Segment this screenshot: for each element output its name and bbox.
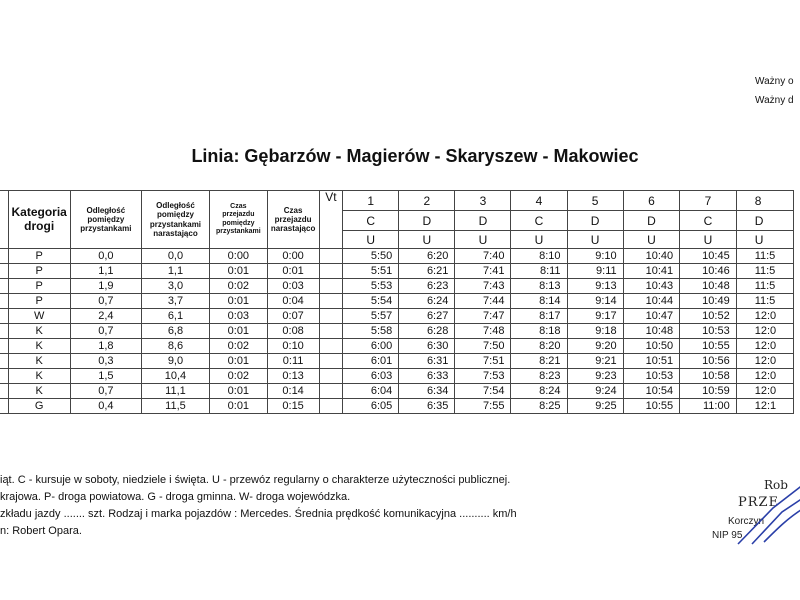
table-row: [0, 399, 794, 414]
table-row: [0, 369, 794, 384]
departure-time-cell: 11:5: [736, 264, 793, 279]
departure-time-cell: 7:51: [455, 354, 511, 369]
distance-cumulative-cell: 11,5: [141, 399, 209, 414]
distance-cumulative-cell: 6,1: [141, 309, 209, 324]
departure-time-cell: 5:57: [343, 309, 399, 324]
course-number: 2: [399, 191, 455, 211]
departure-time-cell: 6:01: [343, 354, 399, 369]
departure-time-cell: 6:20: [399, 249, 455, 264]
road-category-cell: P: [8, 249, 70, 264]
distance-cumulative-cell: 0,0: [141, 249, 209, 264]
stop-name-cell: [0, 294, 8, 309]
departure-time-cell: 9:14: [567, 294, 623, 309]
footnotes: [0, 472, 517, 540]
course-type-code: U: [680, 231, 737, 249]
departure-time-cell: 12:0: [736, 384, 793, 399]
departure-time-cell: 6:03: [343, 369, 399, 384]
departure-time-cell: 10:48: [680, 279, 737, 294]
travel-time-cell: 0:02: [210, 339, 268, 354]
departure-time-cell: 9:10: [567, 249, 623, 264]
course-type-code: U: [455, 231, 511, 249]
departure-time-cell: 7:41: [455, 264, 511, 279]
vt-cell: [319, 279, 343, 294]
departure-time-cell: 5:54: [343, 294, 399, 309]
vt-cell: [319, 369, 343, 384]
departure-time-cell: 6:23: [399, 279, 455, 294]
stop-name-header: [0, 191, 8, 249]
stamp-line: PRZE: [738, 495, 780, 510]
stop-name-cell: [0, 339, 8, 354]
vt-cell: [319, 294, 343, 309]
footnote-line: n: Robert Opara.: [0, 525, 82, 537]
departure-time-cell: 10:55: [680, 339, 737, 354]
road-category-cell: K: [8, 324, 70, 339]
distance-cumulative-header: Odległość pomiędzy przystankami narastająco: [141, 191, 209, 249]
road-category-cell: W: [8, 309, 70, 324]
stamp-line: Korczyn: [728, 516, 765, 527]
departure-time-cell: 8:18: [511, 324, 567, 339]
departure-time-cell: 10:45: [680, 249, 737, 264]
stop-name-cell: [0, 369, 8, 384]
category-header: Kategoria drogi: [8, 191, 70, 249]
travel-time-cumulative-cell: 0:00: [267, 249, 319, 264]
timetable: [0, 190, 794, 414]
departure-time-cell: 5:53: [343, 279, 399, 294]
departure-time-cell: 9:13: [567, 279, 623, 294]
departure-time-cell: 8:21: [511, 354, 567, 369]
vt-cell: [319, 354, 343, 369]
course-day-code: C: [680, 211, 737, 231]
distance-cell: 0,0: [70, 249, 141, 264]
road-category-cell: P: [8, 264, 70, 279]
departure-time-cell: 11:5: [736, 294, 793, 309]
table-row: [0, 384, 794, 399]
company-stamp: [712, 478, 800, 548]
travel-time-cell: 0:01: [210, 324, 268, 339]
vt-cell: [319, 384, 343, 399]
distance-cumulative-cell: 9,0: [141, 354, 209, 369]
valid-from-label: Ważny o: [755, 76, 794, 87]
stamp-line: Rob: [764, 478, 788, 492]
departure-time-cell: 10:51: [623, 354, 680, 369]
departure-time-cell: 6:35: [399, 399, 455, 414]
table-row: [0, 264, 794, 279]
distance-cell: 1,5: [70, 369, 141, 384]
table-row: [0, 294, 794, 309]
departure-time-cell: 11:00: [680, 399, 737, 414]
departure-time-cell: 7:47: [455, 309, 511, 324]
table-row: [0, 309, 794, 324]
road-category-cell: K: [8, 384, 70, 399]
travel-time-cumulative-cell: 0:03: [267, 279, 319, 294]
departure-time-cell: 6:31: [399, 354, 455, 369]
travel-time-cell: 0:03: [210, 309, 268, 324]
distance-cumulative-cell: 8,6: [141, 339, 209, 354]
vt-header: Vt: [319, 191, 343, 249]
vt-cell: [319, 309, 343, 324]
stop-name-cell: [0, 384, 8, 399]
departure-time-cell: 10:44: [623, 294, 680, 309]
departure-time-cell: 10:59: [680, 384, 737, 399]
distance-cumulative-cell: 1,1: [141, 264, 209, 279]
travel-time-cell: 0:02: [210, 369, 268, 384]
signature-scribble: [718, 478, 800, 548]
departure-time-cell: 8:23: [511, 369, 567, 384]
course-day-code: D: [623, 211, 680, 231]
departure-time-cell: 10:54: [623, 384, 680, 399]
vt-cell: [319, 249, 343, 264]
departure-time-cell: 8:25: [511, 399, 567, 414]
departure-time-cell: 7:55: [455, 399, 511, 414]
distance-cumulative-cell: 3,7: [141, 294, 209, 309]
departure-time-cell: 6:27: [399, 309, 455, 324]
vt-cell: [319, 324, 343, 339]
course-number: 5: [567, 191, 623, 211]
table-row: [0, 324, 794, 339]
footnote-line: krajowa. P- droga powiatowa. G - droga gminna. W- droga wojewódzka.: [0, 491, 351, 503]
stop-name-cell: [0, 309, 8, 324]
travel-time-cumulative-cell: 0:14: [267, 384, 319, 399]
travel-time-cumulative-header: Czas przejazdu narastająco: [267, 191, 319, 249]
departure-time-cell: 6:21: [399, 264, 455, 279]
course-number: 1: [343, 191, 399, 211]
distance-cell: 1,9: [70, 279, 141, 294]
table-row: [0, 339, 794, 354]
departure-time-cell: 7:50: [455, 339, 511, 354]
departure-time-cell: 12:1: [736, 399, 793, 414]
table-row: [0, 354, 794, 369]
departure-time-cell: 9:11: [567, 264, 623, 279]
travel-time-cumulative-cell: 0:04: [267, 294, 319, 309]
departure-time-cell: 10:40: [623, 249, 680, 264]
distance-cell: 0,3: [70, 354, 141, 369]
travel-time-cell: 0:02: [210, 279, 268, 294]
travel-time-cumulative-cell: 0:11: [267, 354, 319, 369]
departure-time-cell: 12:0: [736, 309, 793, 324]
departure-time-cell: 5:50: [343, 249, 399, 264]
departure-time-cell: 11:5: [736, 279, 793, 294]
departure-time-cell: 12:0: [736, 354, 793, 369]
travel-time-cumulative-cell: 0:10: [267, 339, 319, 354]
travel-time-cell: 0:00: [210, 249, 268, 264]
departure-time-cell: 7:48: [455, 324, 511, 339]
departure-time-cell: 6:04: [343, 384, 399, 399]
departure-time-cell: 6:00: [343, 339, 399, 354]
departure-time-cell: 10:49: [680, 294, 737, 309]
table-row: [0, 279, 794, 294]
course-number: 4: [511, 191, 567, 211]
travel-time-cell: 0:01: [210, 264, 268, 279]
stamp-line: NIP 95: [712, 530, 743, 541]
travel-time-header: Czas przejazdu pomiędzy przystankami: [210, 191, 268, 249]
departure-time-cell: 10:50: [623, 339, 680, 354]
travel-time-cell: 0:01: [210, 399, 268, 414]
departure-time-cell: 10:53: [680, 324, 737, 339]
course-type-code: U: [399, 231, 455, 249]
distance-cumulative-cell: 6,8: [141, 324, 209, 339]
course-day-code: D: [736, 211, 793, 231]
departure-time-cell: 10:58: [680, 369, 737, 384]
distance-cell: 0,4: [70, 399, 141, 414]
departure-time-cell: 10:56: [680, 354, 737, 369]
travel-time-cumulative-cell: 0:07: [267, 309, 319, 324]
course-day-code: C: [343, 211, 399, 231]
travel-time-cumulative-cell: 0:08: [267, 324, 319, 339]
course-day-code: D: [399, 211, 455, 231]
course-type-code: U: [736, 231, 793, 249]
departure-time-cell: 12:0: [736, 369, 793, 384]
departure-time-cell: 7:40: [455, 249, 511, 264]
distance-cumulative-cell: 11,1: [141, 384, 209, 399]
departure-time-cell: 12:0: [736, 324, 793, 339]
road-category-cell: K: [8, 339, 70, 354]
departure-time-cell: 6:34: [399, 384, 455, 399]
travel-time-cumulative-cell: 0:15: [267, 399, 319, 414]
road-category-cell: G: [8, 399, 70, 414]
stop-name-cell: [0, 264, 8, 279]
course-number: 8: [736, 191, 793, 211]
departure-time-cell: 10:43: [623, 279, 680, 294]
departure-time-cell: 5:51: [343, 264, 399, 279]
road-category-cell: P: [8, 279, 70, 294]
departure-time-cell: 8:11: [511, 264, 567, 279]
course-number: 3: [455, 191, 511, 211]
stop-name-cell: [0, 249, 8, 264]
departure-time-cell: 6:28: [399, 324, 455, 339]
distance-cell: 0,7: [70, 324, 141, 339]
distance-cell: 0,7: [70, 294, 141, 309]
course-number: 7: [680, 191, 737, 211]
departure-time-cell: 5:58: [343, 324, 399, 339]
distance-cell: 1,8: [70, 339, 141, 354]
road-category-cell: K: [8, 354, 70, 369]
travel-time-cumulative-cell: 0:01: [267, 264, 319, 279]
vt-cell: [319, 264, 343, 279]
departure-time-cell: 8:10: [511, 249, 567, 264]
footnote-line: zkładu jazdy ....... szt. Rodzaj i marka pojazdów : Mercedes. Średnia prędkość komunikacyjna .......... km/h: [0, 508, 517, 520]
course-type-code: U: [623, 231, 680, 249]
departure-time-cell: 9:24: [567, 384, 623, 399]
departure-time-cell: 9:21: [567, 354, 623, 369]
course-type-code: U: [343, 231, 399, 249]
departure-time-cell: 8:14: [511, 294, 567, 309]
road-category-cell: K: [8, 369, 70, 384]
travel-time-cell: 0:01: [210, 294, 268, 309]
departure-time-cell: 9:17: [567, 309, 623, 324]
page-title: Linia: Gębarzów - Magierów - Skaryszew - Makowiec: [191, 146, 639, 166]
travel-time-cell: 0:01: [210, 354, 268, 369]
departure-time-cell: 12:0: [736, 339, 793, 354]
departure-time-cell: 9:25: [567, 399, 623, 414]
vt-cell: [319, 399, 343, 414]
travel-time-cell: 0:01: [210, 384, 268, 399]
departure-time-cell: 10:47: [623, 309, 680, 324]
departure-time-cell: 10:53: [623, 369, 680, 384]
course-number: 6: [623, 191, 680, 211]
departure-time-cell: 8:20: [511, 339, 567, 354]
distance-cell: 0,7: [70, 384, 141, 399]
course-day-code: C: [511, 211, 567, 231]
departure-time-cell: 8:24: [511, 384, 567, 399]
course-day-code: D: [567, 211, 623, 231]
road-category-cell: P: [8, 294, 70, 309]
departure-time-cell: 10:55: [623, 399, 680, 414]
departure-time-cell: 7:43: [455, 279, 511, 294]
departure-time-cell: 10:46: [680, 264, 737, 279]
stop-name-cell: [0, 354, 8, 369]
course-day-code: D: [455, 211, 511, 231]
departure-time-cell: 9:18: [567, 324, 623, 339]
departure-time-cell: 10:41: [623, 264, 680, 279]
footnote-line: iąt. C - kursuje w soboty, niedziele i święta. U - przewóz regularny o charakterze użyteczności publicznej.: [0, 474, 511, 486]
departure-time-cell: 7:54: [455, 384, 511, 399]
stop-name-cell: [0, 279, 8, 294]
departure-time-cell: 6:24: [399, 294, 455, 309]
departure-time-cell: 6:33: [399, 369, 455, 384]
departure-time-cell: 8:17: [511, 309, 567, 324]
departure-time-cell: 7:44: [455, 294, 511, 309]
valid-to-label: Ważny d: [755, 95, 794, 106]
distance-cumulative-cell: 3,0: [141, 279, 209, 294]
distance-cumulative-cell: 10,4: [141, 369, 209, 384]
departure-time-cell: 9:23: [567, 369, 623, 384]
departure-time-cell: 6:05: [343, 399, 399, 414]
course-type-code: U: [567, 231, 623, 249]
table-row: [0, 249, 794, 264]
departure-time-cell: 10:52: [680, 309, 737, 324]
distance-header: Odległość pomiędzy przystankami: [70, 191, 141, 249]
distance-cell: 1,1: [70, 264, 141, 279]
departure-time-cell: 6:30: [399, 339, 455, 354]
departure-time-cell: 11:5: [736, 249, 793, 264]
stop-name-cell: [0, 399, 8, 414]
distance-cell: 2,4: [70, 309, 141, 324]
departure-time-cell: 10:48: [623, 324, 680, 339]
course-type-code: U: [511, 231, 567, 249]
departure-time-cell: 7:53: [455, 369, 511, 384]
vt-cell: [319, 339, 343, 354]
travel-time-cumulative-cell: 0:13: [267, 369, 319, 384]
stop-name-cell: [0, 324, 8, 339]
departure-time-cell: 8:13: [511, 279, 567, 294]
departure-time-cell: 9:20: [567, 339, 623, 354]
